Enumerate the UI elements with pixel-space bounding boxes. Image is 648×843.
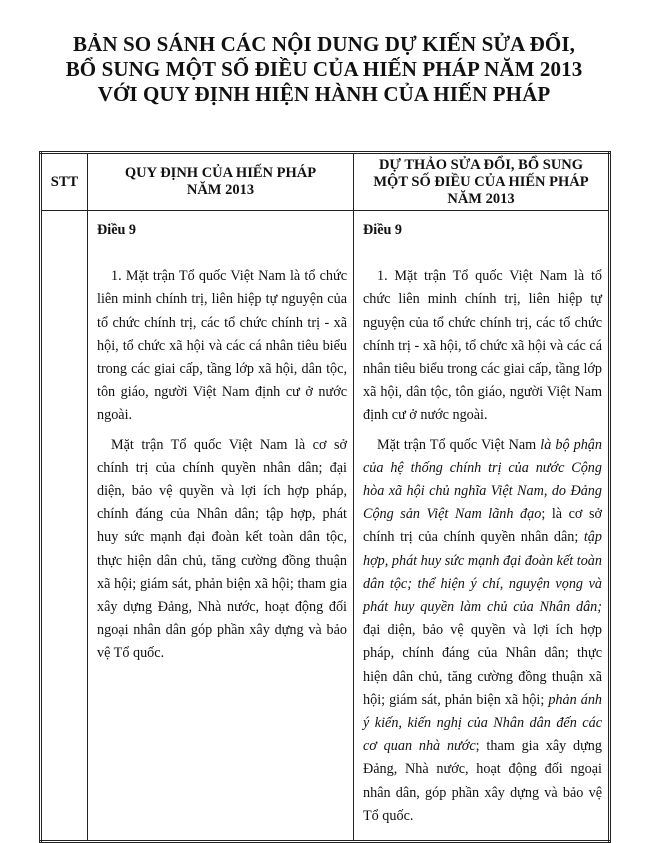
- draft-p2-segment-5: đại diện, bảo vệ quyền và lợi ích hợp pháp, chính đáng của Nhân dân; thực hiện dân chủ, tăng cường đồng thuận xã hội; giám sát, phản biện xã hội;: [363, 622, 602, 708]
- draft-p2-segment-7: ; tham gia xây dựng Đảng, Nhà nước, hoạt động đối ngoại nhân dân, góp phần xây dựng và bảo vệ Tổ quốc.: [363, 738, 602, 824]
- draft-p2-segment-3: ; là cơ sở chính trị của chính quyền nhân dân;: [363, 506, 602, 546]
- header-draft-amendment: [354, 153, 610, 211]
- draft-p2-italic-2: tập hợp, phát huy sức mạnh đại đoàn kết toàn dân tộc; thể hiện ý chí, nguyện vọng và phát huy quyền làm chủ của Nhân dân;: [363, 529, 602, 616]
- header-stt: [41, 153, 88, 211]
- title-line-3: VỚI QUY ĐỊNH HIỆN HÀNH CỦA HIẾN PHÁP: [97, 82, 551, 106]
- draft-p2-italic-1: là bộ phận của hệ thống chính trị của nước Cộng hòa xã hội chủ nghĩa Việt Nam, do Đảng Cộng sản Việt Nam lãnh đạo: [363, 436, 602, 523]
- title-line-2: BỔ SUNG MỘT SỐ ĐIỀU CỦA HIẾN PHÁP NĂM 2013: [65, 57, 583, 81]
- header-draft-line-1: DỰ THẢO SỬA ĐỔI, BỔ SUNG: [378, 156, 584, 173]
- cell-draft-amendment: [354, 211, 610, 842]
- comparison-table: [39, 151, 611, 843]
- draft-paragraph-1: 1. Mặt trận Tổ quốc Việt Nam là tổ chức liên minh chính trị, liên hiệp tự nguyện của tổ chức chính trị, các tổ chức chính trị - xã hội, tổ chức xã hội và các cá nhân tiêu biểu trong các giai cấp, tầng lớp xã hội, dân tộc, tôn giáo, người Việt Nam định cư ở nước ngoài.: [363, 268, 602, 424]
- header-current-provision: [88, 153, 354, 211]
- title-line-1: BẢN SO SÁNH CÁC NỘI DUNG DỰ KIẾN SỬA ĐỔI,: [73, 32, 575, 56]
- draft-article-label: Điều 9: [363, 222, 403, 238]
- cell-stt: [41, 211, 88, 842]
- current-paragraph-2: Mặt trận Tổ quốc Việt Nam là cơ sở chính trị của chính quyền nhân dân; đại diện, bảo vệ quyền và lợi ích hợp pháp, chính đáng của Nhân dân; tập hợp, phát huy sức mạnh đại đoàn kết toàn dân tộc, thực hiện dân chủ, tăng cường đồng thuận xã hội; giám sát, phản biện xã hội; tham gia xây dựng Đảng, Nhà nước, hoạt động đối ngoại nhân dân góp phần xây dựng và bảo vệ Tổ quốc.: [97, 436, 347, 662]
- header-draft-line-2: MỘT SỐ ĐIỀU CỦA HIẾN PHÁP: [373, 173, 589, 190]
- header-stt-label: STT: [50, 173, 79, 190]
- table-header-row: [41, 153, 610, 211]
- table-row: [41, 211, 610, 842]
- draft-paragraph-2: [363, 434, 602, 828]
- header-current-line-1: QUY ĐỊNH CỦA HIẾN PHÁP: [124, 165, 317, 181]
- current-article-label: Điều 9: [97, 222, 137, 238]
- header-current-line-2: NĂM 2013: [186, 182, 255, 198]
- draft-p2-segment-1: Mặt trận Tổ quốc Việt Nam: [377, 436, 541, 453]
- cell-current-provision: [88, 211, 354, 842]
- page-title: [0, 32, 648, 107]
- current-paragraph-1: 1. Mặt trận Tổ quốc Việt Nam là tổ chức liên minh chính trị, liên hiệp tự nguyện của tổ chức chính trị, các tổ chức chính trị - xã hội, tổ chức xã hội và các cá nhân tiêu biểu trong các giai cấp, tầng lớp xã hội, dân tộc, tôn giáo, người Việt Nam định cư ở nước ngoài.: [97, 268, 347, 424]
- draft-p2-italic-3: phản ánh ý kiến, kiến nghị của Nhân dân đến các cơ quan nhà nước: [363, 691, 602, 755]
- header-draft-line-3: NĂM 2013: [447, 190, 515, 207]
